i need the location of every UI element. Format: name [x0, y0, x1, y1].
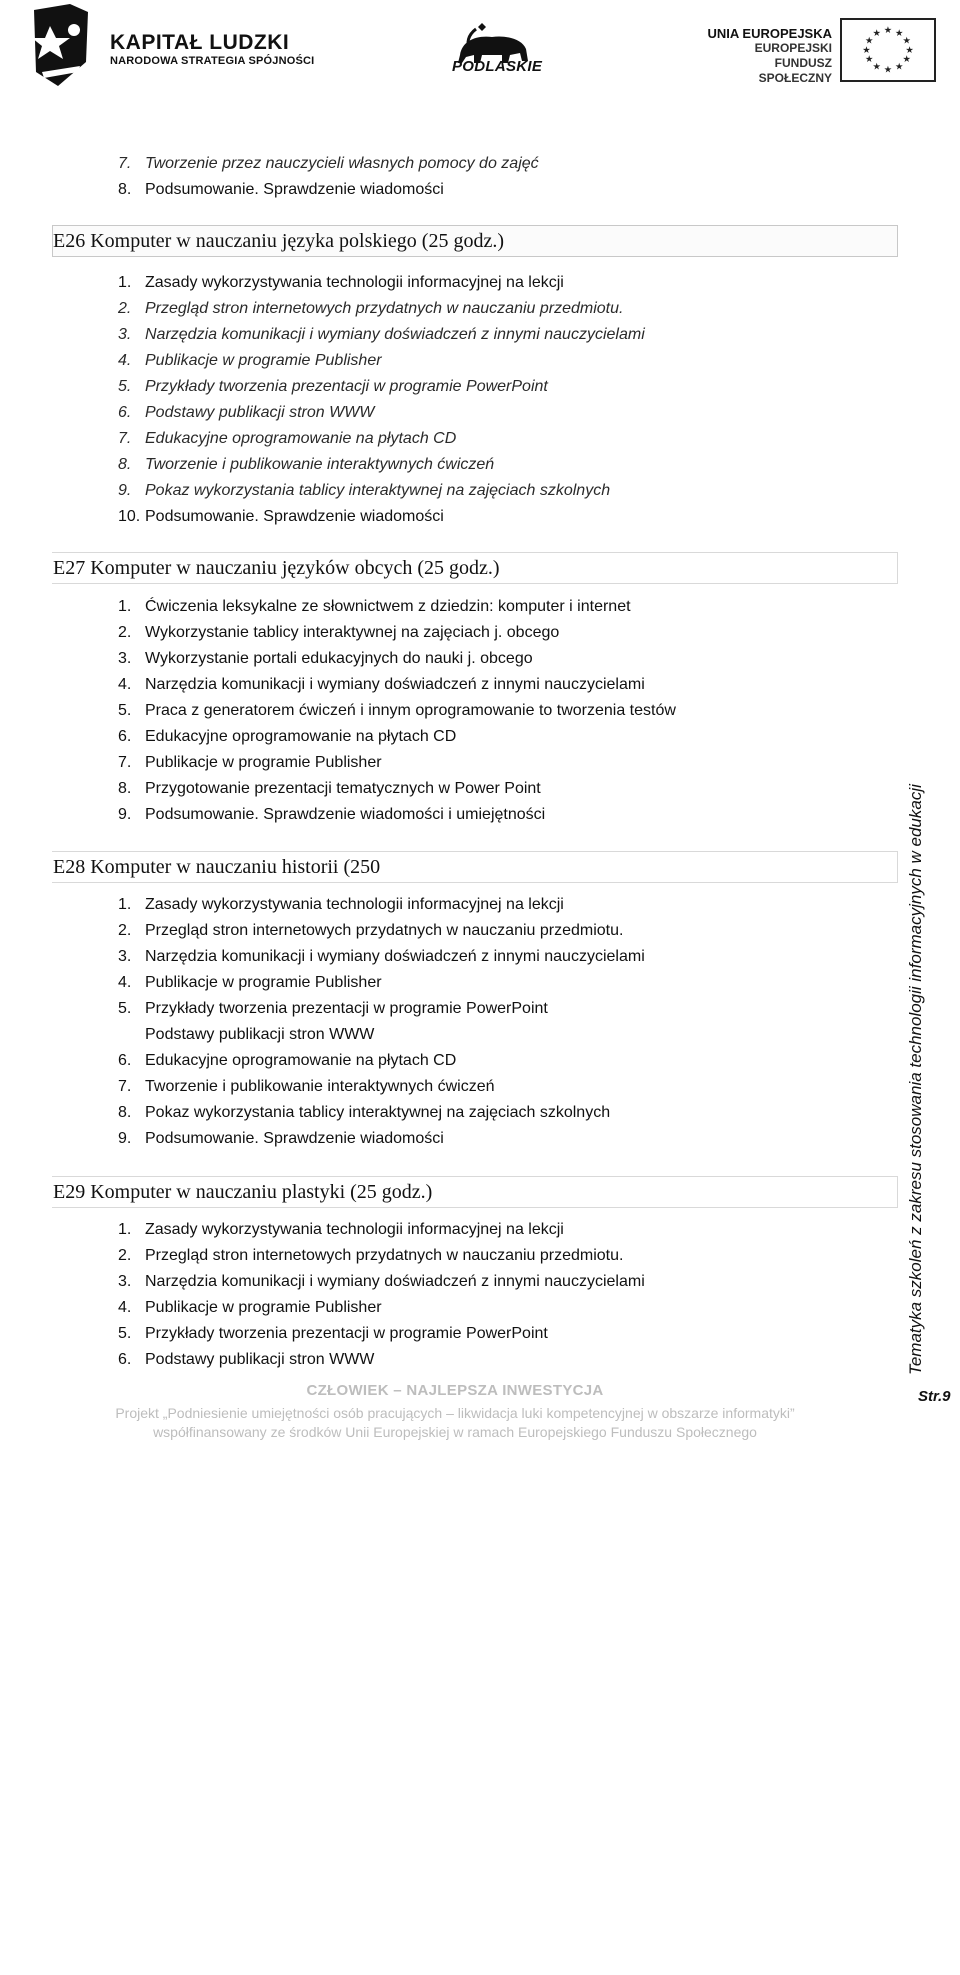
item-number: 4.	[118, 676, 132, 693]
item-text: Edukacyjne oprogramowanie na płytach CD	[145, 728, 457, 745]
item-number: 5.	[118, 1325, 132, 1342]
item-number: 9.	[118, 482, 132, 499]
item-number: 2.	[118, 300, 132, 317]
item-text: Podsumowanie. Sprawdzenie wiadomości	[145, 508, 444, 525]
item-text: Publikacje w programie Publisher	[145, 352, 382, 369]
item-number: 3.	[118, 650, 132, 667]
page-header	[0, 0, 960, 100]
item-number: 5.	[118, 378, 132, 395]
item-number: 6.	[118, 1351, 132, 1368]
eu-flag-icon	[840, 18, 936, 82]
kapital-ludzki-title: KAPITAŁ LUDZKI	[110, 31, 290, 54]
item-text: Narzędzia komunikacji i wymiany doświadczeń z innymi nauczycielami	[145, 948, 645, 965]
item-text: Przykłady tworzenia prezentacji w programie PowerPoint	[145, 1325, 548, 1342]
page-number: Str.9	[918, 1388, 951, 1405]
ue-wordmark	[700, 26, 832, 86]
item-number: 3.	[118, 1273, 132, 1290]
item-text: Podstawy publikacji stron WWW	[145, 1351, 375, 1368]
item-text: Narzędzia komunikacji i wymiany doświadczeń z innymi nauczycielami	[145, 676, 645, 693]
item-text: Narzędzia komunikacji i wymiany doświadczeń z innymi nauczycielami	[145, 1273, 645, 1290]
item-number: 4.	[118, 1299, 132, 1316]
section-heading-e29	[53, 1176, 898, 1208]
item-text: Narzędzia komunikacji i wymiany doświadczeń z innymi nauczycielami	[145, 326, 645, 343]
item-text: Przegląd stron internetowych przydatnych w nauczaniu przedmiotu.	[145, 922, 624, 939]
item-text: Tworzenie i publikowanie interaktywnych ćwiczeń	[145, 1078, 495, 1095]
svg-text:★: ★	[865, 54, 874, 66]
item-number: 2.	[118, 1247, 132, 1264]
item-text: Ćwiczenia leksykalne ze słownictwem z dziedzin: komputer i internet	[145, 598, 631, 615]
section-title: E26 Komputer w nauczaniu języka polskiego (25 godz.)	[53, 230, 504, 252]
item-number: 7.	[118, 430, 132, 447]
item-number: 5.	[118, 702, 132, 719]
item-number: 7.	[118, 155, 132, 172]
svg-text:★: ★	[883, 64, 893, 76]
footer-project: Projekt „Podniesienie umiejętności osób pracujących – likwidacja luki kompetencyjnej w obszarze informatyki”	[115, 1405, 795, 1421]
side-title-container	[906, 784, 946, 1975]
item-number: 9.	[118, 806, 132, 823]
svg-text:★: ★	[862, 44, 871, 56]
item-text: Przykłady tworzenia prezentacji w programie PowerPoint	[145, 378, 548, 395]
kapital-ludzki-subtitle: NARODOWA STRATEGIA SPÓJNOŚCI	[110, 55, 315, 67]
item-text: Podsumowanie. Sprawdzenie wiadomości i umiejętności	[145, 806, 546, 823]
item-number: 5.	[118, 1000, 132, 1017]
footer-funding: współfinansowany ze środków Unii Europejskiej w ramach Europejskiego Funduszu Społecznego	[153, 1424, 757, 1440]
section-title: E27 Komputer w nauczaniu języków obcych (25 godz.)	[53, 557, 500, 579]
item-number: 8.	[118, 1104, 132, 1121]
item-number: 8.	[118, 780, 132, 797]
item-number: 6.	[118, 1052, 132, 1069]
svg-text:★: ★	[895, 27, 904, 39]
item-text: Publikacje w programie Publisher	[145, 1299, 382, 1316]
footer-slogan: CZŁOWIEK – NAJLEPSZA INWESTYCJA	[306, 1382, 604, 1399]
kapital-ludzki-logo-icon	[30, 2, 92, 88]
section-title: E28 Komputer w nauczaniu historii (250	[53, 856, 381, 878]
item-text: Tworzenie przez nauczycieli własnych pomocy do zajęć	[145, 155, 539, 172]
svg-text:★: ★	[902, 35, 911, 47]
item-number: 2.	[118, 624, 132, 641]
svg-text:★: ★	[872, 61, 881, 73]
item-number: 6.	[118, 404, 132, 421]
ue-line-1: UNIA EUROPEJSKA	[707, 26, 832, 41]
item-number: 1.	[118, 1221, 132, 1238]
item-number: 8.	[118, 456, 132, 473]
section-heading-e28	[53, 851, 898, 883]
item-text: Przykłady tworzenia prezentacji w programie PowerPoint	[145, 1000, 548, 1017]
svg-text:★: ★	[902, 54, 911, 66]
svg-text:★: ★	[905, 44, 914, 56]
item-text: Edukacyjne oprogramowanie na płytach CD	[145, 430, 457, 447]
item-text: Publikacje w programie Publisher	[145, 754, 382, 771]
item-number: 8.	[118, 181, 132, 198]
item-text: Wykorzystanie tablicy interaktywnej na zajęciach j. obcego	[145, 624, 560, 641]
item-number: 3.	[118, 326, 132, 343]
svg-text:★: ★	[865, 35, 874, 47]
item-text: Edukacyjne oprogramowanie na płytach CD	[145, 1052, 457, 1069]
item-text: Zasady wykorzystywania technologii informacyjnej na lekcji	[145, 274, 564, 291]
item-number: 4.	[118, 352, 132, 369]
section-heading-e26	[53, 225, 898, 257]
item-text: Podstawy publikacji stron WWW	[145, 1026, 375, 1043]
section-title: E29 Komputer w nauczaniu plastyki (25 godz.)	[53, 1181, 433, 1203]
ue-line-3: FUNDUSZ SPOŁECZNY	[758, 56, 832, 85]
item-number: 1.	[118, 274, 132, 291]
item-text: Podsumowanie. Sprawdzenie wiadomości	[145, 1130, 444, 1147]
item-number: 3.	[118, 948, 132, 965]
svg-text:★: ★	[895, 61, 904, 73]
item-text: Przegląd stron internetowych przydatnych w nauczaniu przedmiotu.	[145, 1247, 624, 1264]
kapital-ludzki-wordmark	[110, 32, 314, 68]
item-number: 7.	[118, 1078, 132, 1095]
side-title: Tematyka szkoleń z zakresu stosowania technologii informacyjnych w edukacji	[906, 784, 925, 1375]
item-number: 10.	[118, 508, 141, 525]
item-text: Podstawy publikacji stron WWW	[145, 404, 375, 421]
item-text: Wykorzystanie portali edukacyjnych do nauki j. obcego	[145, 650, 533, 667]
item-number: 2.	[118, 922, 132, 939]
item-number: 9.	[118, 1130, 132, 1147]
item-number: 1.	[118, 598, 132, 615]
item-text: Podsumowanie. Sprawdzenie wiadomości	[145, 181, 444, 198]
item-text: Przegląd stron internetowych przydatnych w nauczaniu przedmiotu.	[145, 300, 624, 317]
podlaskie-wordmark: PODLASKIE	[452, 58, 543, 75]
ue-line-2: EUROPEJSKI	[754, 41, 832, 55]
item-text: Publikacje w programie Publisher	[145, 974, 382, 991]
item-text: Tworzenie i publikowanie interaktywnych ćwiczeń	[145, 456, 495, 473]
item-text: Pokaz wykorzystania tablicy interaktywnej na zajęciach szkolnych	[145, 1104, 611, 1121]
section-heading-e27	[53, 552, 898, 584]
item-text: Przygotowanie prezentacji tematycznych w Power Point	[145, 780, 541, 797]
item-text: Pokaz wykorzystania tablicy interaktywnej na zajęciach szkolnych	[145, 482, 611, 499]
item-text: Zasady wykorzystywania technologii informacyjnej na lekcji	[145, 896, 564, 913]
item-number: 7.	[118, 754, 132, 771]
svg-text:★: ★	[872, 27, 881, 39]
item-text: Praca z generatorem ćwiczeń i innym oprogramowanie to tworzenia testów	[145, 702, 676, 719]
svg-text:★: ★	[883, 25, 893, 37]
item-number: 4.	[118, 974, 132, 991]
item-text: Zasady wykorzystywania technologii informacyjnej na lekcji	[145, 1221, 564, 1238]
item-number: 6.	[118, 728, 132, 745]
item-number: 1.	[118, 896, 132, 913]
